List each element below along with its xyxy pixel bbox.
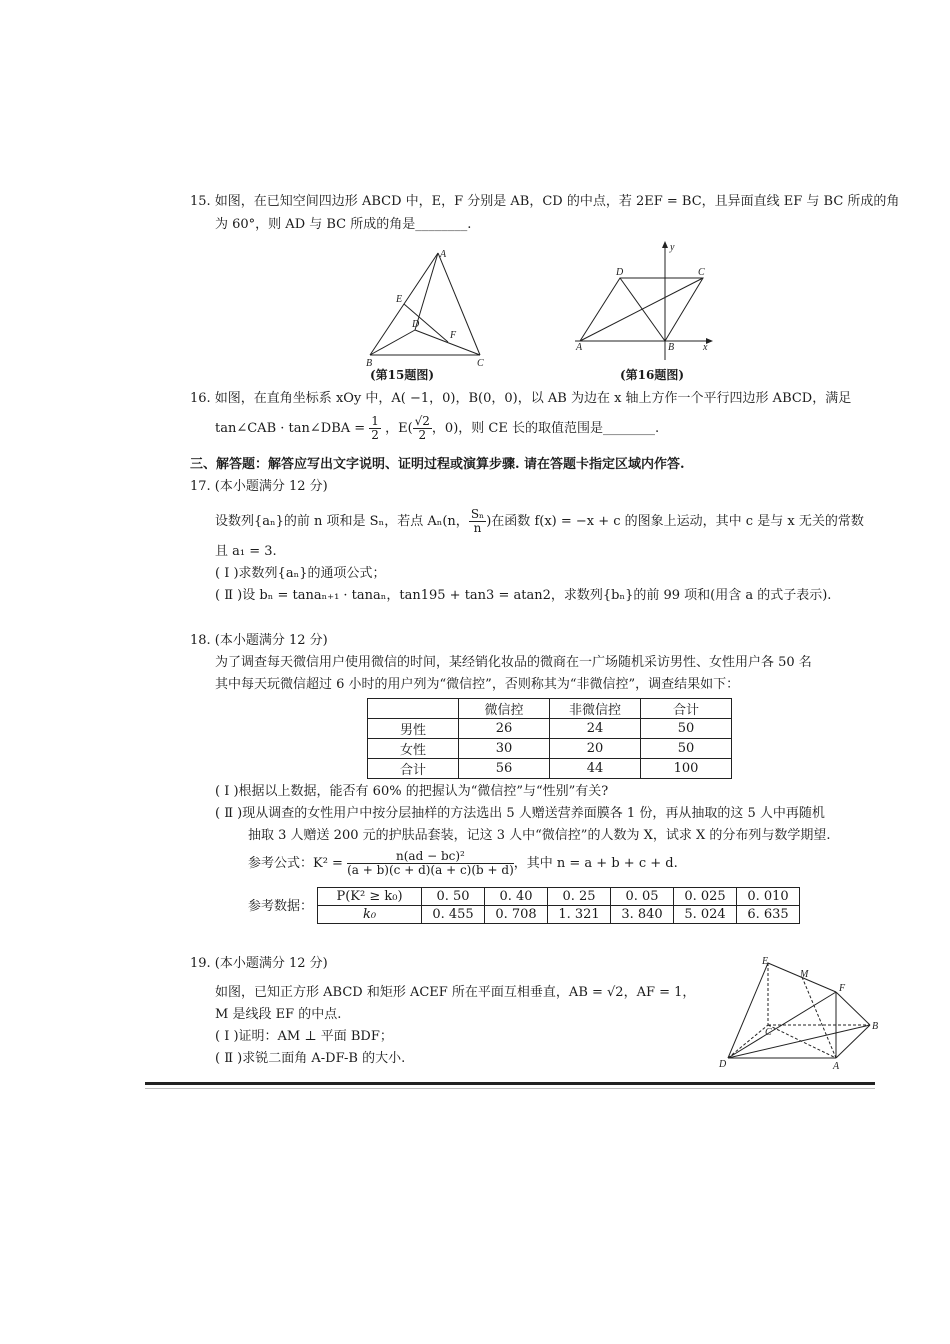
table-cell: 56 xyxy=(459,759,550,779)
q17-part1: ( Ⅰ )求数列{aₙ}的通项公式； xyxy=(215,566,386,581)
q18-formula-num: n(ad − bc)² xyxy=(347,850,514,864)
table-cell: 100 xyxy=(641,759,732,779)
q15-line1: 15. 如图，在已知空间四边形 ABCD 中，E，F 分别是 AB，CD 的中点，若 2EF = BC，且异面直线 EF 与 BC 所成的角 xyxy=(190,194,900,209)
table-cell: k₀ xyxy=(318,906,422,924)
q19-head: 19. (本小题满分 12 分) xyxy=(190,956,328,971)
q16-line2-a: tan∠CAB · tan∠DBA = xyxy=(215,421,366,436)
table-cell: 0. 010 xyxy=(737,888,800,906)
table-row xyxy=(368,699,732,719)
q19-figure xyxy=(718,955,878,1075)
q18-formula-frac xyxy=(347,850,514,877)
q18-head: 18. (本小题满分 12 分) xyxy=(190,633,328,648)
q16-line2 xyxy=(215,415,659,442)
q16-line2-b: ，E( xyxy=(385,421,413,436)
q16-frac1-den: 2 xyxy=(371,428,379,442)
fig15-label-a: A xyxy=(440,249,447,260)
table-row xyxy=(368,739,732,759)
q18-survey-table xyxy=(367,698,732,779)
table-cell: 女性 xyxy=(368,739,459,759)
q15-caption: (第15题图) xyxy=(370,368,435,382)
fig19-label-f: F xyxy=(839,983,846,994)
q17-frac-den: n xyxy=(473,521,482,535)
q16-figure xyxy=(570,238,720,368)
q17-frac-num: Sₙ xyxy=(470,507,485,521)
q18-formula-tail: ，其中 n = a + b + c + d. xyxy=(513,856,678,871)
q17-frac xyxy=(469,508,486,535)
q18-ref-table xyxy=(317,887,800,924)
table-row xyxy=(368,719,732,739)
table-header-cell: 合计 xyxy=(641,699,732,719)
q16-frac2-den: 2 xyxy=(418,428,427,442)
fig19-label-d: D xyxy=(719,1059,727,1070)
fig15-label-f: F xyxy=(450,330,457,341)
fig16-label-y: y xyxy=(670,242,675,253)
table-cell: 26 xyxy=(459,719,550,739)
table-cell: 0. 50 xyxy=(422,888,485,906)
table-cell: 24 xyxy=(550,719,641,739)
fig16-label-x: x xyxy=(703,342,708,353)
fig16-label-a: A xyxy=(576,342,583,353)
table-cell: 44 xyxy=(550,759,641,779)
table-cell: 50 xyxy=(641,719,732,739)
table-cell: 5. 024 xyxy=(674,906,737,924)
q18-part1: ( Ⅰ )根据以上数据，能否有 60% 的把握认为“微信控”与“性别”有关? xyxy=(215,784,609,799)
fig15-label-b: B xyxy=(366,358,373,369)
q17-line1-a: 设数列{aₙ}的前 n 项和是 Sₙ，若点 Aₙ(n， xyxy=(215,514,469,529)
table-row xyxy=(318,888,800,906)
fig19-label-a: A xyxy=(833,1061,840,1072)
table-cell: 0. 05 xyxy=(611,888,674,906)
q18-ref-label: 参考数据： xyxy=(248,899,314,914)
q18-formula-label: 参考公式：K² = xyxy=(248,856,343,871)
q17-line1-b: )在函数 f(x) = −x + c 的图象上运动，其中 c 是与 x 无关的常数 xyxy=(486,514,864,529)
q16-caption: (第16题图) xyxy=(620,368,685,382)
q18-line1: 为了调查每天微信用户使用微信的时间，某经销化妆品的微商在一广场随机采访男性、女性用户各 50 名 xyxy=(215,655,812,670)
q17-part2: ( Ⅱ )设 bₙ = tanaₙ₊₁ · tanaₙ，tan195 + tan3 = atan2，求数列{bₙ}的前 99 项和(用含 a 的式子表示). xyxy=(215,588,832,603)
q16-line2-c: ，0)，则 CE 长的取值范围是________. xyxy=(431,421,660,436)
fig16-label-d: D xyxy=(616,267,624,278)
table-cell: 1. 321 xyxy=(548,906,611,924)
q18-part2-line1: ( Ⅱ )现从调查的女性用户中按分层抽样的方法选出 5 人赠送营养面膜各 1 份，再从抽取的这 5 人中再随机 xyxy=(215,806,825,821)
fig15-label-d: D xyxy=(412,319,420,330)
fig19-label-m: M xyxy=(800,969,809,980)
fig19-label-e: E xyxy=(762,956,769,967)
q18-part2-line2: 抽取 3 人赠送 200 元的护肤品套装，记这 3 人中“微信控”的人数为 X，试求 X 的分布列与数学期望. xyxy=(248,828,831,843)
q18-line2: 其中每天玩微信超过 6 小时的用户列为“微信控”，否则称其为“非微信控”，调查结果如下： xyxy=(215,677,740,692)
q16-frac1-num: 1 xyxy=(371,414,379,428)
q16-frac2-num: √2 xyxy=(414,414,430,428)
page-bottom-rule xyxy=(145,1082,875,1085)
table-cell: 6. 635 xyxy=(737,906,800,924)
table-cell: 0. 025 xyxy=(674,888,737,906)
table-cell: 0. 40 xyxy=(485,888,548,906)
table-cell xyxy=(368,699,459,719)
fig16-label-c: C xyxy=(698,267,705,278)
table-cell: 50 xyxy=(641,739,732,759)
table-cell: 0. 25 xyxy=(548,888,611,906)
q15-figure xyxy=(360,245,500,370)
table-cell: 0. 708 xyxy=(485,906,548,924)
q15-line2: 为 60°，则 AD 与 BC 所成的角是________. xyxy=(215,217,472,232)
table-header-cell: 微信控 xyxy=(459,699,550,719)
q19-part2: ( Ⅱ )求锐二面角 A-DF-B 的大小. xyxy=(215,1051,406,1066)
fig16-label-b: B xyxy=(668,342,675,353)
table-cell: 20 xyxy=(550,739,641,759)
q17-line1 xyxy=(215,508,864,535)
q19-part1: ( Ⅰ )证明：AM ⊥ 平面 BDF； xyxy=(215,1029,393,1044)
q16-frac2 xyxy=(413,415,432,442)
table-row xyxy=(368,759,732,779)
q18-formula-den: (a + b)(c + d)(a + c)(b + d) xyxy=(347,863,514,877)
q18-formula xyxy=(248,848,678,880)
q16-line1: 16. 如图，在直角坐标系 xOy 中，A( −1，0)，B(0，0)，以 AB 为边在 x 轴上方作一个平行四边形 ABCD，满足 xyxy=(190,391,852,406)
table-cell: 0. 455 xyxy=(422,906,485,924)
table-cell: 合计 xyxy=(368,759,459,779)
fig15-label-c: C xyxy=(477,358,484,369)
q17-line2: 且 a₁ = 3. xyxy=(215,544,277,559)
table-header-cell: 非微信控 xyxy=(550,699,641,719)
fig15-label-e: E xyxy=(396,294,403,305)
table-row xyxy=(318,906,800,924)
fig19-label-b: B xyxy=(872,1021,878,1032)
table-cell: 3. 840 xyxy=(611,906,674,924)
table-cell: 男性 xyxy=(368,719,459,739)
page-bottom-rule-thin xyxy=(145,1088,875,1089)
table-cell: P(K² ≥ k₀) xyxy=(318,888,422,906)
table-cell: 30 xyxy=(459,739,550,759)
fig19-label-c: C xyxy=(765,1027,772,1038)
q19-line2: M 是线段 EF 的中点. xyxy=(215,1007,342,1022)
q19-line1: 如图，已知正方形 ABCD 和矩形 ACEF 所在平面互相垂直，AB = √2，AF = 1， xyxy=(215,985,696,1000)
section3-heading: 三、解答题：解答应写出文字说明、证明过程或演算步骤. 请在答题卡指定区域内作答. xyxy=(190,457,685,472)
q16-frac1 xyxy=(369,415,381,442)
q17-head: 17. (本小题满分 12 分) xyxy=(190,479,328,494)
